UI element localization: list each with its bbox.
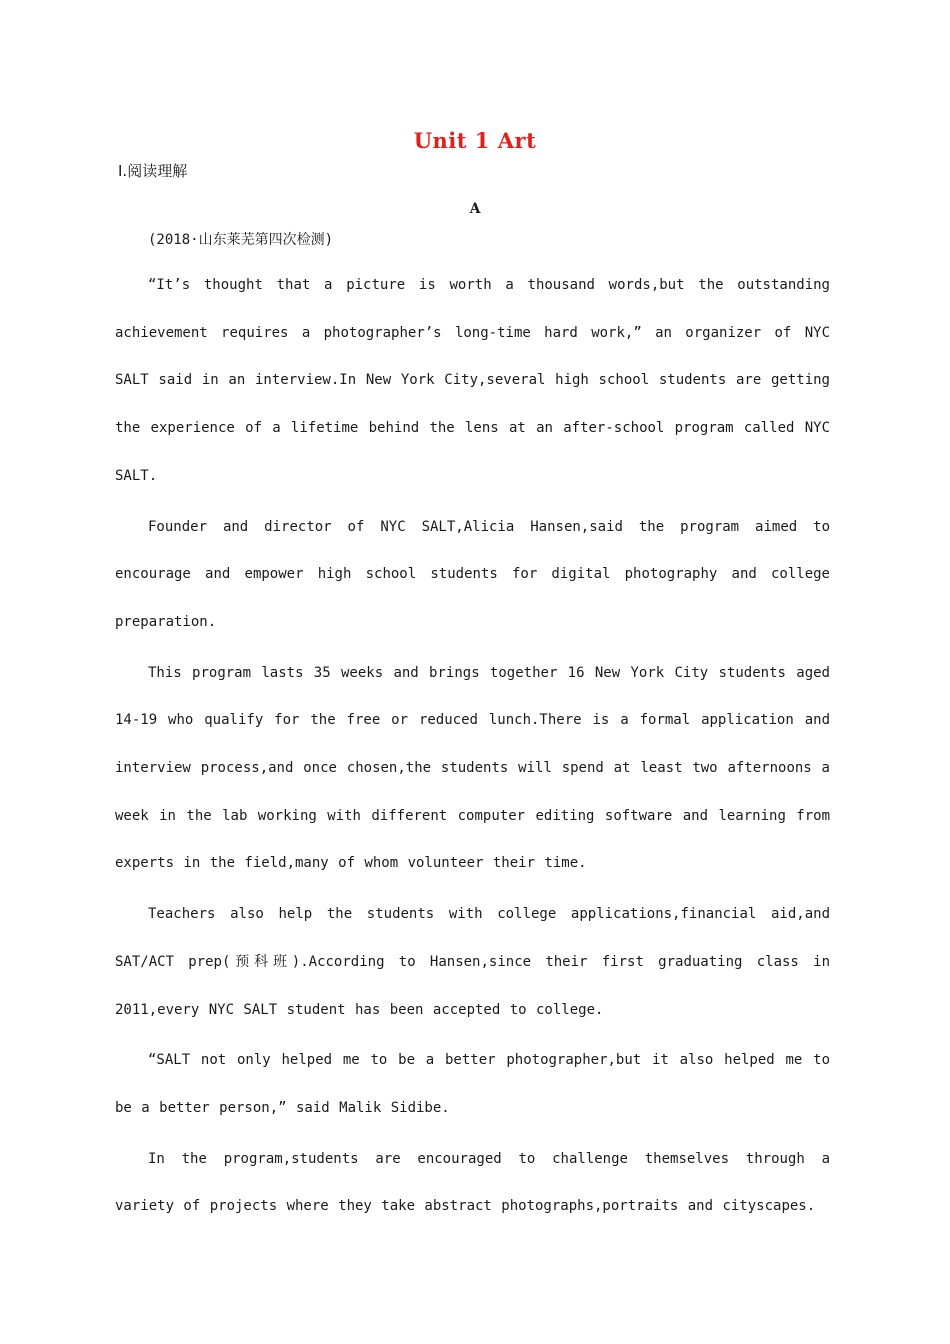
paragraph-4: Teachers also help the students with college applications,financial aid,and SAT/ACT prep(预科班).According to Hansen,since their first graduating class in 2011,every NYC SALT student has been accepted to college. bbox=[115, 906, 830, 1018]
paragraph-6: In the program,students are encouraged to challenge themselves through a variety of projects where they take abstract photographs,portraits and cityscapes. bbox=[115, 1150, 830, 1215]
section-heading: Ⅰ.阅读理解 bbox=[118, 162, 188, 180]
paragraph-1: “It’s thought that a picture is worth a thousand words,but the outstanding achievement requires a photographer’s long-time hard work,” an organizer of NYC SALT said in an interview.In New York City,several high school students are getting the experience of a lifetime behind the lens at an after-school program called NYC SALT. bbox=[115, 277, 830, 484]
paragraph-3: This program lasts 35 weeks and brings together 16 New York City students aged 14-19 who qualify for the free or reduced lunch.There is a formal application and interview process,and once chosen,the students will spend at least two afternoons a week in the lab working with different computer editing software and learning from experts in the field,many of whom volunteer their time. bbox=[115, 664, 830, 872]
passage-source: (2018·山东莱芜第四次检测) bbox=[148, 232, 334, 248]
paragraph-5: “SALT not only helped me to be a better photographer,but it also helped me to be a better person,” said Malik Sidibe. bbox=[115, 1052, 830, 1116]
passage-label: A bbox=[469, 201, 481, 217]
paragraph-2: Founder and director of NYC SALT,Alicia Hansen,said the program aimed to encourage and empower high school students for digital photography and college preparation. bbox=[115, 518, 830, 630]
reading-passage bbox=[115, 262, 830, 1234]
unit-title: Unit 1 Art bbox=[413, 128, 537, 153]
